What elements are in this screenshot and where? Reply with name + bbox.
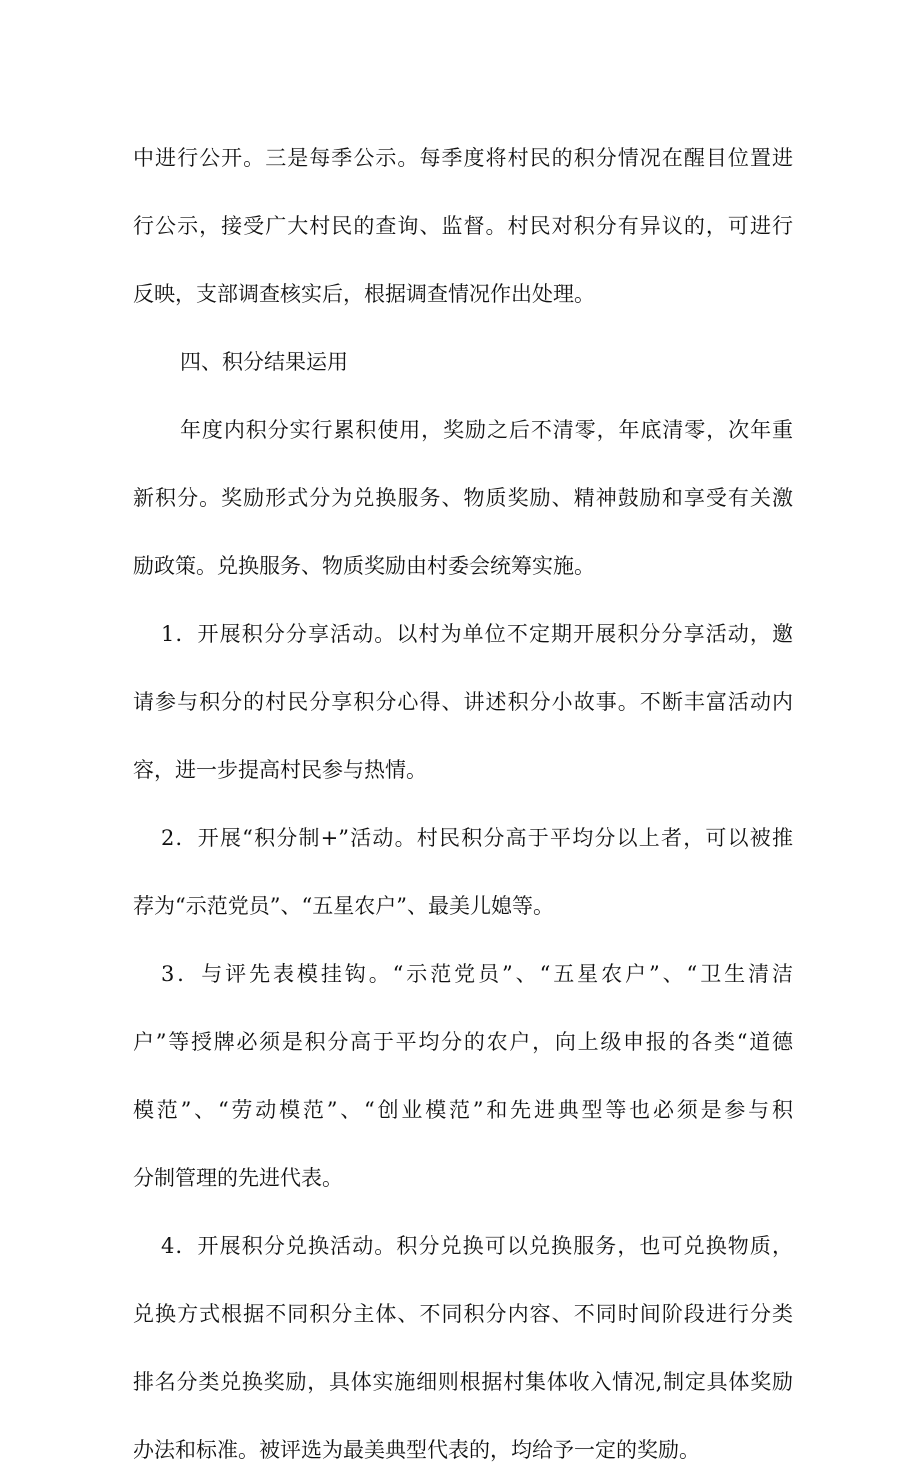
paragraph-line: 行公示，接受广大村民的查询、监督。村民对积分有异议的，可进行: [133, 214, 793, 238]
list-item-1: [133, 624, 793, 781]
section-heading: [133, 352, 793, 373]
list-item-line: 分制管理的先进代表。: [133, 1166, 343, 1190]
paragraph-intro: [133, 148, 793, 305]
list-item-line: 办法和标准。被评选为最美典型代表的，均给予一定的奖励。: [133, 1438, 700, 1462]
paragraph-yearly: [133, 420, 793, 577]
list-item-line: 荐为“示范党员”、“五星农户”、最美儿媳等。: [133, 894, 554, 918]
list-item-line: 3．与评先表模挂钩。“示范党员”、“五星农户”、“卫生清洁: [161, 962, 793, 986]
list-item-line: 模范”、“劳动模范”、“创业模范”和先进典型等也必须是参与积: [133, 1098, 793, 1122]
list-item-line: 排名分类兑换奖励，具体实施细则根据村集体收入情况,制定具体奖励: [133, 1370, 793, 1394]
list-item-line: 请参与积分的村民分享积分心得、讲述积分小故事。不断丰富活动内: [133, 690, 793, 714]
paragraph-line: 年度内积分实行累积使用，奖励之后不清零，年底清零，次年重: [180, 418, 793, 442]
list-item-line: 户”等授牌必须是积分高于平均分的农户，向上级申报的各类“道德: [133, 1030, 793, 1054]
paragraph-line: 反映，支部调查核实后，根据调查情况作出处理。: [133, 282, 595, 306]
list-item-line: 2．开展“积分制+”活动。村民积分高于平均分以上者，可以被推: [161, 826, 793, 850]
list-item-3: [133, 964, 793, 1189]
list-item-4: [133, 1236, 793, 1461]
list-item-line: 兑换方式根据不同积分主体、不同积分内容、不同时间阶段进行分类: [133, 1302, 793, 1326]
section-heading-text: 四、积分结果运用: [180, 350, 348, 374]
document-body: [133, 148, 793, 1461]
list-item-line: 容，进一步提高村民参与热情。: [133, 758, 427, 782]
paragraph-line: 新积分。奖励形式分为兑换服务、物质奖励、精神鼓励和享受有关激: [133, 486, 793, 510]
paragraph-line: 中进行公开。三是每季公示。每季度将村民的积分情况在醒目位置进: [133, 146, 793, 170]
list-item-2: [133, 828, 793, 917]
list-item-line: 4．开展积分兑换活动。积分兑换可以兑换服务，也可兑换物质，: [161, 1234, 793, 1258]
list-item-line: 1．开展积分分享活动。以村为单位不定期开展积分分享活动，邀: [161, 622, 793, 646]
paragraph-line: 励政策。兑换服务、物质奖励由村委会统筹实施。: [133, 554, 595, 578]
